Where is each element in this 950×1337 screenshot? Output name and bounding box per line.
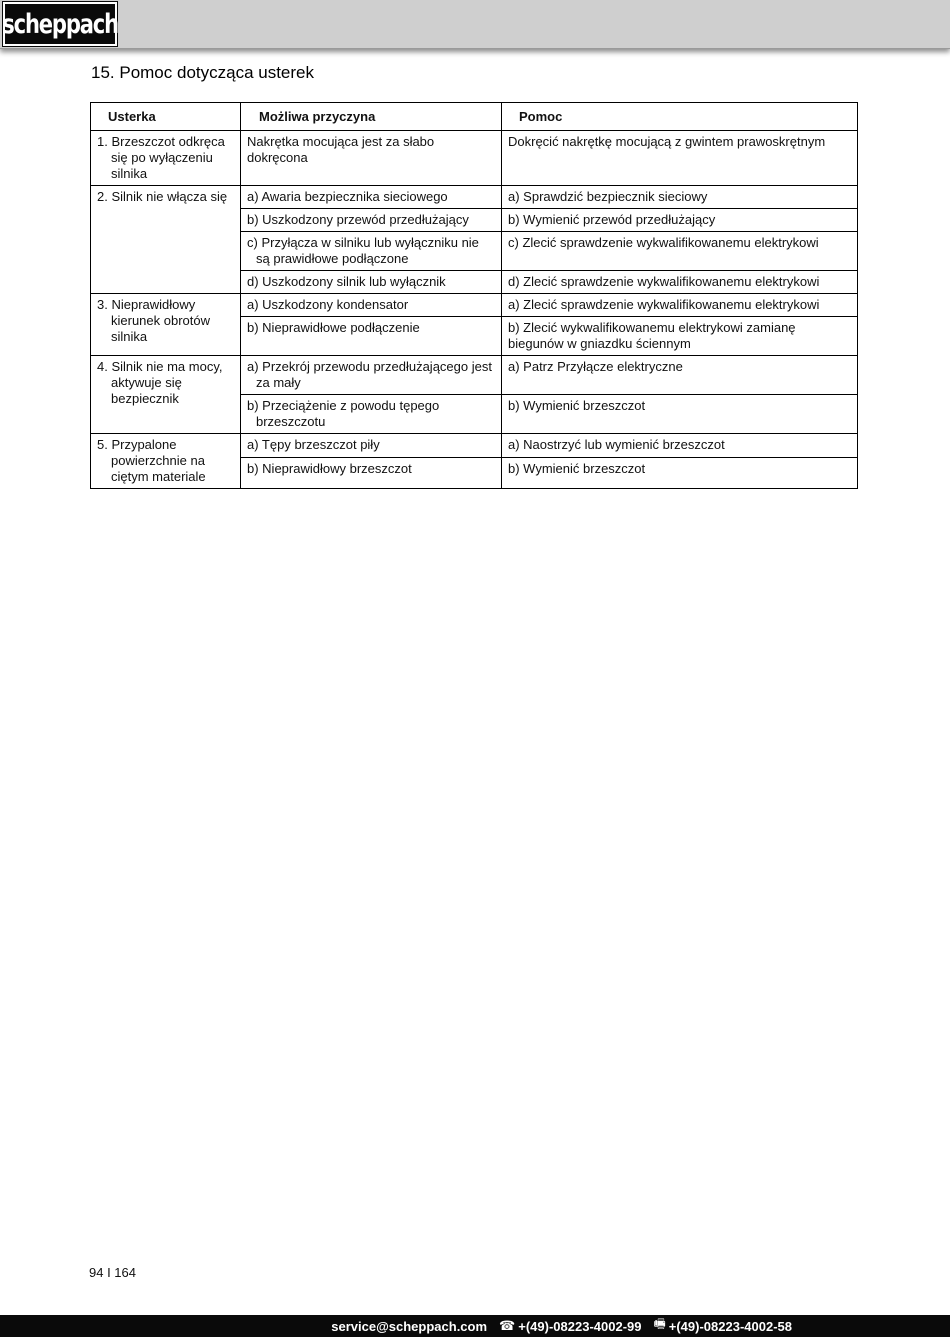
logo-text: scheppach xyxy=(2,8,118,40)
cause-cell: Nakrętka mocująca jest za słabo dokręcona xyxy=(241,131,502,186)
remedy-cell: b) Wymienić brzeszczot xyxy=(502,458,858,489)
cause-cell: b) Nieprawidłowy brzeszczot xyxy=(241,458,502,489)
column-header-cause: Możliwa przyczyna xyxy=(241,103,502,131)
remedy-cell: c) Zlecić sprawdzenie wykwalifikowanemu elektrykowi xyxy=(502,232,858,271)
fax-number: +(49)-08223-4002-58 xyxy=(668,1318,792,1334)
cause-cell: a) Tępy brzeszczot piły xyxy=(241,434,502,458)
page-footer xyxy=(0,1315,950,1337)
remedy-cell: d) Zlecić sprawdzenie wykwalifikowanemu elektrykowi xyxy=(502,271,858,294)
table-header-row xyxy=(91,103,858,131)
table-row xyxy=(91,356,858,395)
remedy-cell: a) Naostrzyć lub wymienić brzeszczot xyxy=(502,434,858,458)
cause-cell: d) Uszkodzony silnik lub wyłącznik xyxy=(241,271,502,294)
remedy-cell: Dokręcić nakrętkę mocującą z gwintem prawoskrętnym xyxy=(502,131,858,186)
table-row xyxy=(91,434,858,458)
symptom-cell: 3. Nieprawidłowy kierunek obrotów silnika xyxy=(91,294,241,356)
cause-cell: a) Przekrój przewodu przedłużającego jest za mały xyxy=(241,356,502,395)
column-header-remedy: Pomoc xyxy=(502,103,858,131)
remedy-cell: a) Zlecić sprawdzenie wykwalifikowanemu elektrykowi xyxy=(502,294,858,317)
cause-cell: b) Przeciążenie z powodu tępego brzeszczotu xyxy=(241,395,502,434)
remedy-cell: a) Patrz Przyłącze elektryczne xyxy=(502,356,858,395)
remedy-cell: b) Wymienić przewód przedłużający xyxy=(502,209,858,232)
troubleshooting-table xyxy=(90,102,858,489)
scheppach-logo xyxy=(3,2,117,46)
table-row xyxy=(91,186,858,209)
cause-cell: a) Awaria bezpiecznika sieciowego xyxy=(241,186,502,209)
fax-icon: 🖷 xyxy=(653,1316,666,1331)
symptom-cell: 2. Silnik nie włącza się xyxy=(91,186,241,294)
cause-cell: c) Przyłącza w silniku lub wyłączniku nie są prawidłowe podłączone xyxy=(241,232,502,271)
remedy-cell: a) Sprawdzić bezpiecznik sieciowy xyxy=(502,186,858,209)
remedy-cell: b) Wymienić brzeszczot xyxy=(502,395,858,434)
table-row xyxy=(91,294,858,317)
section-title: 15. Pomoc dotycząca usterek xyxy=(91,63,315,82)
cause-cell: b) Nieprawidłowe podłączenie xyxy=(241,317,502,356)
phone-number: +(49)-08223-4002-99 xyxy=(518,1318,642,1334)
page-number: 94 I 164 xyxy=(89,1265,136,1280)
cause-cell: b) Uszkodzony przewód przedłużający xyxy=(241,209,502,232)
page-header xyxy=(0,0,950,49)
column-header-fault: Usterka xyxy=(91,103,241,131)
service-email[interactable]: service@scheppach.com xyxy=(331,1318,488,1334)
table-row xyxy=(91,131,858,186)
symptom-cell: 1. Brzeszczot odkręca się po wyłączeniu silnika xyxy=(91,131,241,186)
symptom-cell: 5. Przypalone powierzchnie na ciętym materiale xyxy=(91,434,241,489)
remedy-cell: b) Zlecić wykwalifikowanemu elektrykowi zamianę biegunów w gniazdku ściennym xyxy=(502,317,858,356)
symptom-cell: 4. Silnik nie ma mocy, aktywuje się bezpiecznik xyxy=(91,356,241,434)
cause-cell: a) Uszkodzony kondensator xyxy=(241,294,502,317)
phone-icon: ☎ xyxy=(499,1318,516,1333)
